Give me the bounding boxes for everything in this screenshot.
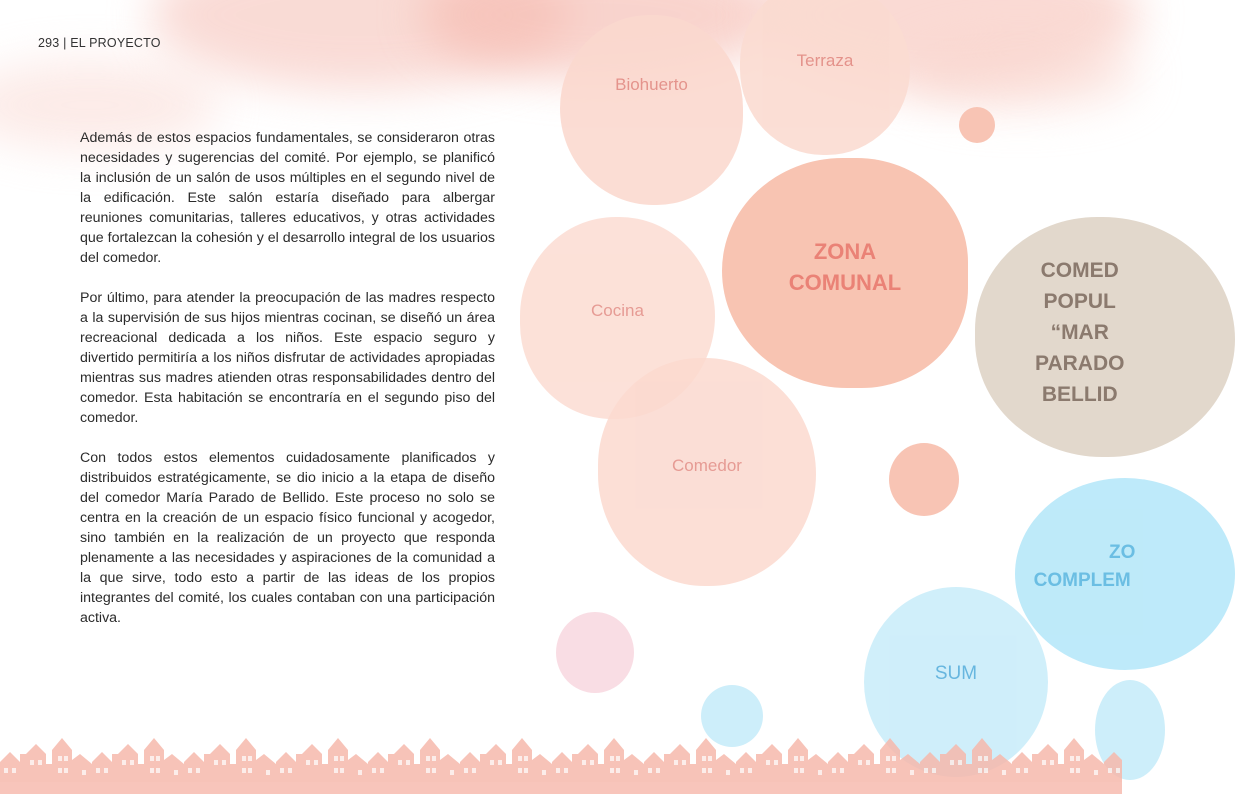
cocina-label: Cocina xyxy=(591,301,644,320)
biohuerto-label: Biohuerto xyxy=(615,75,688,94)
bubble-zona-complementaria xyxy=(1015,478,1235,670)
bubble-zona-comunal xyxy=(722,158,968,388)
zona-complementaria-label: ZO COMPLEM xyxy=(1033,542,1136,591)
bubble-comedor-popular xyxy=(975,217,1235,457)
bubble-biohuerto xyxy=(560,15,743,205)
bubble-comedor xyxy=(598,358,816,586)
bubble-small-mid xyxy=(889,443,959,516)
page-header: 293 | EL PROYECTO xyxy=(38,36,161,50)
terraza-label: Terraza xyxy=(796,50,854,70)
zona-comunal-label: ZONA COMUNAL xyxy=(788,239,902,295)
houses-silhouette xyxy=(0,724,1122,794)
body-text xyxy=(80,128,495,648)
paragraph-2: Por último, para atender la preocupación de las madres respecto a la supervisión de sus hijos mientras cocinan, se diseñó un área recreacional dedicada a los niños. Este espacio seguro y divertido permitiría a los niños disfrutar de actividades apropiadas mientras sus madres atienden otras responsabilidades dentro del comedor. Esta habitación se encontraría en el segundo piso del comedor. xyxy=(80,290,495,426)
paragraph-3: Con todos estos elementos cuidadosamente planificados y distribuidos estratégicamente, se dio inicio a la etapa de diseño del comedor María Parado de Bellido. Este proceso no solo se centra en la creación de un espacio físico funcional y acogedor, sino también en la realización de un proyecto que responda plenamente a las necesidades y aspiraciones de la comunidad a la que sirve, todo esto a partir de las ideas de los propios integrantes del comité, los cuales contaban con una participación activa. xyxy=(80,450,495,626)
bubble-small-pink xyxy=(556,612,634,693)
bubble-small-top xyxy=(959,107,995,143)
bubble-terraza xyxy=(740,0,910,155)
comedor-popular-label: COMED POPUL “MAR PARADO BELLID xyxy=(1035,258,1125,406)
sum-label: SUM xyxy=(934,663,978,684)
comedor-label: Comedor xyxy=(672,456,742,475)
paragraph-1: Además de estos espacios fundamentales, se consideraron otras necesidades y sugerencias del comité. Por ejemplo, se planificó la inclusión de un salón de usos múltiples en el segundo nivel de la edificación. Este salón estaría diseñado para albergar reuniones comunitarias, talleres educativos, y otras actividades que fortalezcan la cohesión y el desarrollo integral de los usuarios del comedor. xyxy=(80,130,495,266)
